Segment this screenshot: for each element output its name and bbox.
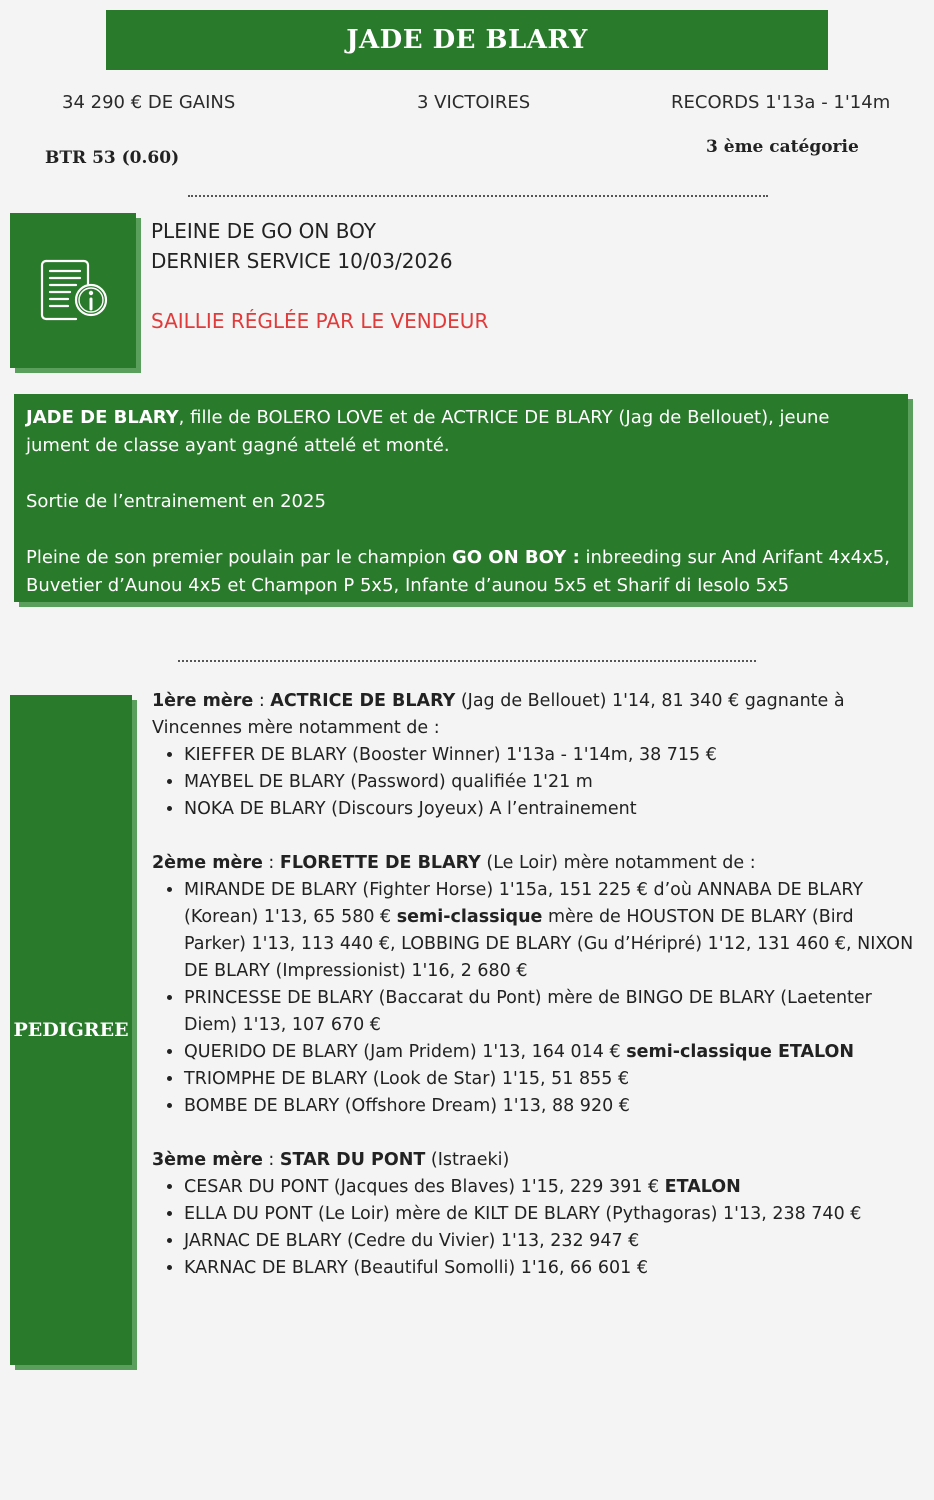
title-banner — [106, 10, 828, 70]
divider-middle — [178, 660, 756, 662]
page-title: JADE DE BLARY — [346, 25, 588, 55]
divider-top — [188, 195, 768, 197]
document-info-icon — [10, 213, 136, 368]
second-dam-list — [152, 877, 917, 1120]
pedigree-label: PEDIGREE — [13, 1019, 129, 1041]
first-dam: 1ère mère : ACTRICE DE BLARY (Jag de Bellouet) 1'14, 81 340 € gagnante à Vincennes mère notamment de : — [152, 691, 845, 738]
victoires-stat: 3 VICTOIRES — [417, 92, 531, 113]
list-item: • PRINCESSE DE BLARY (Baccarat du Pont) mère de BINGO DE BLARY (Laetenter Diem) 1'13, 107 670 € — [184, 985, 917, 1039]
btr-stat: BTR 53 (0.60) — [45, 148, 180, 168]
third-dam: 3ème mère : STAR DU PONT (Istraeki) — [152, 1150, 510, 1170]
pedigree-text — [152, 688, 917, 1282]
list-item: • NOKA DE BLARY (Discours Joyeux) A l’entrainement — [184, 796, 917, 823]
description-training: Sortie de l’entrainement en 2025 — [26, 491, 326, 512]
dernier-service-line: DERNIER SERVICE 10/03/2026 — [151, 249, 453, 273]
info-icon-box — [10, 213, 136, 368]
description-box — [14, 394, 908, 602]
list-item: • TRIOMPHE DE BLARY (Look de Star) 1'15, 51 855 € — [184, 1066, 917, 1093]
saillie-line: SAILLIE RÉGLÉE PAR LE VENDEUR — [151, 309, 489, 333]
first-dam-list — [152, 742, 917, 823]
third-dam-list — [152, 1174, 917, 1282]
gains-stat: 34 290 € DE GAINS — [62, 92, 236, 113]
list-item: • MIRANDE DE BLARY (Fighter Horse) 1'15a, 151 225 € d’où ANNABA DE BLARY (Korean) 1'13, 65 580 € semi-classique mère de HOUSTON DE BLARY (Bird Parker) 1'13, 113 440 €, LOBBING DE BLARY (Gu d’Héripré) 1'12, 131 460 €, NIXON DE BLARY (Impressionist) 1'16, 2 680 € — [184, 877, 917, 985]
list-item: • BOMBE DE BLARY (Offshore Dream) 1'13, 88 920 € — [184, 1093, 917, 1120]
list-item: • ELLA DU PONT (Le Loir) mère de KILT DE BLARY (Pythagoras) 1'13, 238 740 € — [184, 1201, 917, 1228]
description-intro: JADE DE BLARY, fille de BOLERO LOVE et de ACTRICE DE BLARY (Jag de Bellouet), jeune jument de classe ayant gagné attelé et monté. — [26, 407, 830, 456]
list-item: • QUERIDO DE BLARY (Jam Pridem) 1'13, 164 014 € semi-classique ETALON — [184, 1039, 917, 1066]
records-stat: RECORDS 1'13a - 1'14m — [671, 92, 891, 113]
list-item: • MAYBEL DE BLARY (Password) qualifiée 1'21 m — [184, 769, 917, 796]
second-dam: 2ème mère : FLORETTE DE BLARY (Le Loir) mère notamment de : — [152, 853, 756, 873]
list-item: • KARNAC DE BLARY (Beautiful Somolli) 1'16, 66 601 € — [184, 1255, 917, 1282]
description-pregnancy: Pleine de son premier poulain par le champion GO ON BOY : inbreeding sur And Arifant 4x4x5, Buvetier d’Aunou 4x5 et Champon P 5x5, Infante d’aunou 5x5 et Sharif di Iesolo 5x5 — [26, 547, 890, 596]
categorie-stat: 3 ème catégorie — [706, 137, 859, 157]
list-item: • JARNAC DE BLARY (Cedre du Vivier) 1'13, 232 947 € — [184, 1228, 917, 1255]
list-item: • KIEFFER DE BLARY (Booster Winner) 1'13a - 1'14m, 38 715 € — [184, 742, 917, 769]
list-item: • CESAR DU PONT (Jacques des Blaves) 1'15, 229 391 € ETALON — [184, 1174, 917, 1201]
horse-name: JADE DE BLARY — [26, 407, 179, 428]
pedigree-label-box — [10, 695, 132, 1365]
pleine-line: PLEINE DE GO ON BOY — [151, 219, 376, 243]
